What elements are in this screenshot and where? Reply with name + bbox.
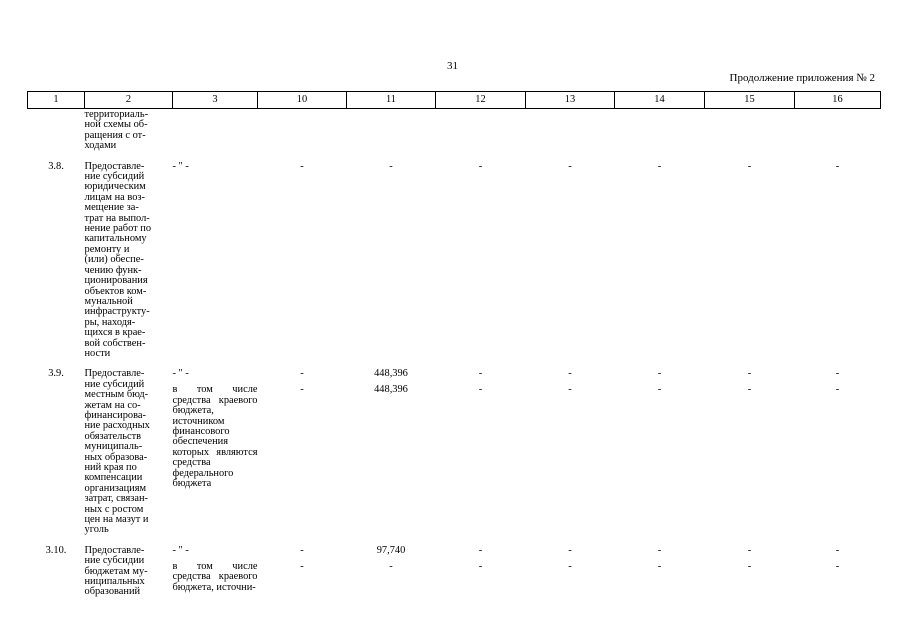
value: - (747, 160, 752, 172)
funding-source-cell (173, 152, 258, 360)
table-header-row (28, 92, 881, 109)
value-cell (526, 359, 615, 536)
value: 448,396 (374, 368, 408, 380)
row-number: 3.8. (48, 160, 64, 172)
continuation-label: Продолжение приложения № 2 (729, 72, 875, 84)
value-cell (795, 359, 881, 536)
value-cell (615, 359, 705, 536)
table-body (28, 109, 881, 598)
value: - (300, 544, 304, 556)
funding-source-note: в том числе средства краевого бюджета, источником финансового обеспечения которых являются средства федерального бюджета (172, 384, 258, 489)
value: - (478, 384, 483, 396)
value: - (478, 560, 483, 572)
row-description: Предоставле- ние субсидий местным бюд- жетам на со- финансирова- ние расходных обязательств муниципаль- ных образова- ний края по компенсации организациям затрат, связан- ных с ростом цен на мазут и уголь (84, 368, 150, 536)
value: - (300, 368, 304, 380)
col-header: 10 (258, 92, 347, 109)
value: - (300, 160, 304, 172)
value: - (657, 384, 662, 396)
value-cell (347, 152, 436, 360)
value: - (657, 368, 662, 380)
value: - (568, 368, 572, 380)
value: - (835, 368, 840, 380)
value: - (300, 560, 304, 572)
value-cell (436, 152, 526, 360)
col-header: 11 (347, 92, 436, 109)
value: - (478, 160, 483, 172)
funding-source-cell (173, 536, 258, 598)
value-cell (526, 536, 615, 598)
value: - (747, 384, 752, 396)
value: - (568, 560, 572, 572)
value: - (300, 384, 304, 396)
col-header: 2 (85, 92, 173, 109)
col-header: 15 (705, 92, 795, 109)
value: - (568, 544, 572, 556)
value-cell (795, 152, 881, 360)
col-header: 12 (436, 92, 526, 109)
value: 97,740 (376, 544, 406, 556)
row-number: 3.9. (48, 368, 64, 380)
value: - (389, 160, 393, 172)
table-row (28, 152, 881, 360)
value: - (835, 384, 840, 396)
col-header: 16 (795, 92, 881, 109)
table-row (28, 359, 881, 536)
table-row-fragment (28, 109, 881, 152)
fragment-text: территориаль- ной схемы об- ращения с от- ходами (84, 109, 149, 152)
value-cell (436, 359, 526, 536)
value-cell (615, 536, 705, 598)
row-description: Предоставле- ние субсидий юридическим лицам на воз- мещение за- трат на выпол- нение работ по капитальному ремонту и (или) обеспе- чению функ- ционирования объектов ком- мунальной инфраструкту- ры, находя- щихся в крае- вой собствен- ности (84, 160, 152, 359)
row-description: Предоставле- ние субсидии бюджетам му- ниципальных образований (84, 544, 148, 598)
col-header: 14 (615, 92, 705, 109)
value: - (835, 544, 840, 556)
value-cell (795, 536, 881, 598)
funding-source: - " - (172, 160, 189, 172)
funding-source: - " - (172, 368, 189, 380)
value-cell (347, 536, 436, 598)
value-cell (347, 359, 436, 536)
value: - (657, 160, 662, 172)
value-cell (258, 152, 347, 360)
col-header: 13 (526, 92, 615, 109)
table-row (28, 536, 881, 598)
value: - (478, 544, 483, 556)
value: - (747, 560, 752, 572)
value: - (747, 544, 752, 556)
funding-source-cell (173, 359, 258, 536)
value: - (478, 368, 483, 380)
row-number: 3.10. (45, 544, 67, 556)
value: - (657, 560, 662, 572)
value-cell (705, 152, 795, 360)
value: - (657, 544, 662, 556)
value-cell (526, 152, 615, 360)
value: - (568, 160, 572, 172)
value: - (835, 560, 840, 572)
col-header: 3 (173, 92, 258, 109)
value: - (568, 384, 572, 396)
value-cell (615, 152, 705, 360)
page-number: 31 (447, 60, 458, 72)
value: - (389, 560, 393, 572)
value: - (747, 368, 752, 380)
col-header: 1 (28, 92, 85, 109)
value-cell (705, 359, 795, 536)
value: - (835, 160, 840, 172)
appendix-table (27, 91, 881, 598)
value-cell (258, 359, 347, 536)
value-cell (436, 536, 526, 598)
funding-source: - " - (172, 544, 189, 556)
funding-source-note: в том числе средства краевого бюджета, источни- (172, 560, 258, 593)
value: 448,396 (374, 384, 408, 396)
value-cell (705, 536, 795, 598)
value-cell (258, 536, 347, 598)
